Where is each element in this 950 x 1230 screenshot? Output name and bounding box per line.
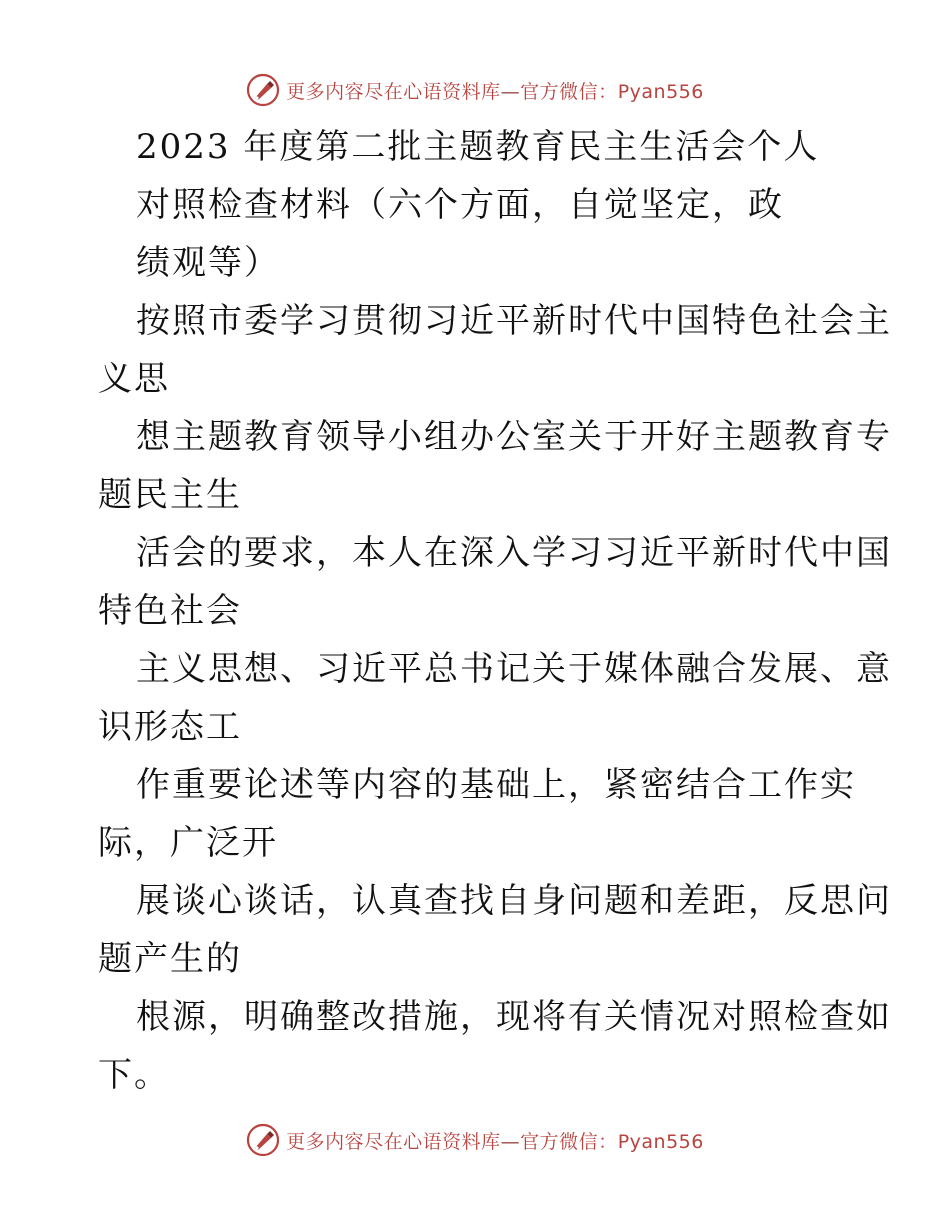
- footer-banner: [0, 1120, 950, 1160]
- paragraph-line: 主义思想、习近平总书记关于媒体融合发展、意: [136, 649, 892, 689]
- paragraph-line: 特色社会: [98, 591, 242, 631]
- banner-wechat-id: Pyan556: [617, 1130, 704, 1153]
- paragraph-line: 展谈心谈话，认真查找自身问题和差距，反思问: [136, 881, 892, 921]
- header-banner-content: [246, 73, 704, 107]
- footer-banner-content: [246, 1123, 704, 1157]
- banner-wechat-label: 官方微信：: [520, 1130, 618, 1153]
- paragraph-line: 义思: [98, 359, 170, 399]
- banner-text: [286, 1127, 704, 1154]
- banner-dash: —: [500, 80, 521, 103]
- paragraph-line: 作重要论述等内容的基础上，紧密结合工作实: [136, 765, 856, 805]
- banner-text: [286, 77, 704, 104]
- paragraph-line: 题民主生: [98, 475, 242, 515]
- paragraph-line: 际，广泛开: [98, 823, 278, 863]
- paragraph-line: 根源，明确整改措施，现将有关情况对照检查如: [136, 997, 892, 1037]
- banner-site-text: 更多内容尽在心语资料库: [286, 1130, 501, 1153]
- document-body: [98, 118, 892, 1104]
- banner-dash: —: [500, 1130, 521, 1153]
- paragraph-line: 活会的要求，本人在深入学习习近平新时代中国: [136, 533, 892, 573]
- banner-wechat-id: Pyan556: [617, 80, 704, 103]
- paragraph-line: 识形态工: [98, 707, 242, 747]
- paragraph-line: 题产生的: [98, 939, 242, 979]
- banner-wechat-label: 官方微信：: [520, 80, 618, 103]
- paragraph-line: 想主题教育领导小组办公室关于开好主题教育专: [136, 417, 892, 457]
- pen-nib-logo-icon: [246, 1123, 280, 1157]
- paragraph-line: 下。: [98, 1055, 170, 1095]
- paragraph-line: 按照市委学习贯彻习近平新时代中国特色社会主: [136, 301, 892, 341]
- header-banner: [0, 70, 950, 110]
- document-title-line-3: 绩观等）: [136, 243, 280, 283]
- pen-nib-logo-icon: [246, 73, 280, 107]
- banner-site-text: 更多内容尽在心语资料库: [286, 80, 501, 103]
- document-title-line-1: 2023 年度第二批主题教育民主生活会个人: [136, 127, 820, 167]
- document-title-line-2: 对照检查材料（六个方面，自觉坚定，政: [136, 185, 784, 225]
